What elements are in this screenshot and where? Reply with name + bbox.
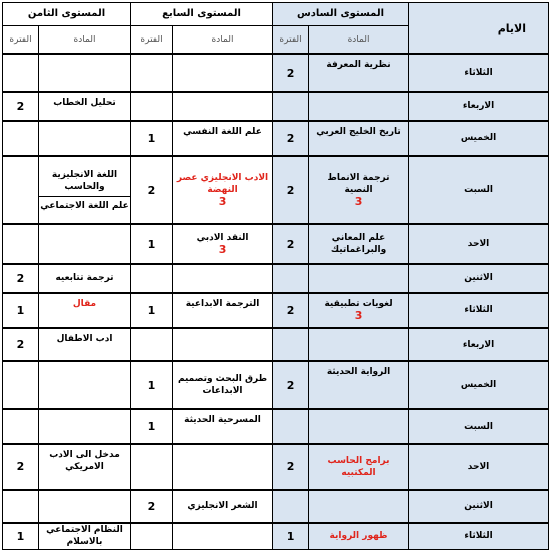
table-row: [3, 121, 549, 156]
table-row: [3, 156, 549, 224]
day-cell: الخميس: [409, 121, 549, 156]
level8-period: [3, 54, 39, 91]
level6-subject-text: ترجمة الانماط النصية: [327, 173, 390, 196]
level6-subject: [309, 156, 409, 224]
level7-subject-number: 3: [218, 243, 227, 257]
level7-period: [131, 328, 173, 361]
day-cell: الاحد: [409, 224, 549, 263]
level8-period: [3, 224, 39, 263]
level7-period: [131, 92, 173, 121]
day-cell: السبت: [409, 156, 549, 224]
table-row: [3, 92, 549, 121]
level7-subject: علم اللغة النفسي: [173, 121, 273, 156]
level7-period: 1: [131, 224, 173, 263]
table-row: [3, 523, 549, 550]
level8-period: 2: [3, 92, 39, 121]
level6-header: المستوى السادس: [273, 3, 409, 26]
level6-period: 1: [273, 523, 309, 550]
level7-period: 1: [131, 361, 173, 409]
level8-subject: النظام الاجتماعي بالاسلام: [39, 523, 131, 550]
level8-period: [3, 490, 39, 523]
level6-period: [273, 328, 309, 361]
level6-subject: نظرية المعرفة: [309, 54, 409, 91]
table-row: [3, 224, 549, 263]
level6-subject-number: 3: [354, 195, 363, 209]
level8-subject: مقال: [39, 293, 131, 328]
level8-period: [3, 156, 39, 224]
level6-period: 2: [273, 156, 309, 224]
level6-subject: [309, 92, 409, 121]
day-cell: الثلاثاء: [409, 293, 549, 328]
level6-subject: [309, 328, 409, 361]
level8-subject: [39, 54, 131, 91]
level7-period: 1: [131, 293, 173, 328]
day-cell: الاربعاء: [409, 328, 549, 361]
level8-subject-header: المادة: [39, 25, 131, 54]
level8-period-header: الفترة: [3, 25, 39, 54]
level7-subject: [173, 523, 273, 550]
level8-period: [3, 361, 39, 409]
day-cell: الخميس: [409, 361, 549, 409]
level8-subject: [39, 361, 131, 409]
level6-subject: الرواية الحديثة: [309, 361, 409, 409]
level8-subject: [39, 409, 131, 444]
level7-subject-text: الادب الانجليزي عصر النهضة: [176, 173, 269, 196]
day-cell: السبت: [409, 409, 549, 444]
level7-period: [131, 264, 173, 293]
level6-subject: [309, 490, 409, 523]
level7-period: 2: [131, 156, 173, 224]
level6-period: [273, 92, 309, 121]
level6-period: 2: [273, 293, 309, 328]
level8-subject: ترجمة تتابعيه: [39, 264, 131, 293]
day-cell: الثلاثاء: [409, 523, 549, 550]
level7-period: 2: [131, 490, 173, 523]
level7-subject: [173, 54, 273, 91]
level8-header: المستوى الثامن: [3, 3, 131, 26]
level8-subject: تحليل الخطاب: [39, 92, 131, 121]
level6-subject: [309, 409, 409, 444]
level6-subject: تاريخ الخليج العربي: [309, 121, 409, 156]
level7-subject-header: المادة: [173, 25, 273, 54]
day-cell: الاربعاء: [409, 92, 549, 121]
day-cell: الاثنين: [409, 490, 549, 523]
level7-subject: طرق البحث وتصميم الابداعات: [173, 361, 273, 409]
level6-period: 2: [273, 444, 309, 490]
table-row: [3, 361, 549, 409]
level8-subject-bottom: علم اللغة الاجتماعي: [40, 200, 129, 211]
level8-subject-top: اللغة الانجليزية والحاسب: [39, 169, 130, 197]
level7-subject: المسرحية الحديثة: [173, 409, 273, 444]
level7-period: [131, 444, 173, 490]
level6-subject-text: لغويات تطبيقية: [324, 299, 393, 310]
level6-period-header: الفترة: [273, 25, 309, 54]
level7-subject: [173, 444, 273, 490]
level7-subject: [173, 224, 273, 263]
day-cell: الاثنين: [409, 264, 549, 293]
level7-subject: [173, 264, 273, 293]
level6-subject: علم المعاني والبراغماتيك: [309, 224, 409, 263]
level6-period: 2: [273, 224, 309, 263]
level7-period: [131, 54, 173, 91]
level6-period: [273, 490, 309, 523]
table-row: [3, 328, 549, 361]
level7-subject: [173, 92, 273, 121]
level8-period: 1: [3, 293, 39, 328]
level7-subject: [173, 156, 273, 224]
level6-period: 2: [273, 361, 309, 409]
level8-period: 2: [3, 328, 39, 361]
level8-period: [3, 409, 39, 444]
table-row: [3, 293, 549, 328]
level6-subject-header: المادة: [309, 25, 409, 54]
level8-subject: [39, 156, 131, 224]
level6-subject: [309, 264, 409, 293]
level7-period: 1: [131, 409, 173, 444]
level7-header: المستوى السابع: [131, 3, 273, 26]
table-row: [3, 54, 549, 91]
level8-period: [3, 121, 39, 156]
day-cell: الاحد: [409, 444, 549, 490]
level7-period-header: الفترة: [131, 25, 173, 54]
table-row: [3, 490, 549, 523]
level8-subject: [39, 490, 131, 523]
level8-period: 1: [3, 523, 39, 550]
table-row: [3, 409, 549, 444]
schedule-table: [2, 2, 549, 550]
level8-period: 2: [3, 264, 39, 293]
level7-subject: الترجمة الابداعية: [173, 293, 273, 328]
day-cell: الثلاثاء: [409, 54, 549, 91]
level8-subject: [39, 121, 131, 156]
level8-subject: [39, 224, 131, 263]
level7-subject: [173, 328, 273, 361]
level8-period: 2: [3, 444, 39, 490]
level7-subject-number: 3: [218, 195, 227, 209]
level6-subject: [309, 293, 409, 328]
level6-subject: ظهور الرواية: [309, 523, 409, 550]
level7-period: [131, 523, 173, 550]
level7-subject: الشعر الانجليزي: [173, 490, 273, 523]
level6-subject: برامج الحاسب المكتبيه: [309, 444, 409, 490]
days-header: الايام: [409, 3, 549, 55]
level8-subject: مدخل الى الادب الامريكي: [39, 444, 131, 490]
level6-period: [273, 264, 309, 293]
level7-period: 1: [131, 121, 173, 156]
level6-period: 2: [273, 54, 309, 91]
table-row: [3, 264, 549, 293]
level8-subject: ادب الاطفال: [39, 328, 131, 361]
table-row: [3, 444, 549, 490]
level6-period: 2: [273, 121, 309, 156]
level6-period: [273, 409, 309, 444]
level7-subject-text: النقد الادبي: [196, 233, 249, 244]
level6-subject-number: 3: [354, 309, 363, 323]
